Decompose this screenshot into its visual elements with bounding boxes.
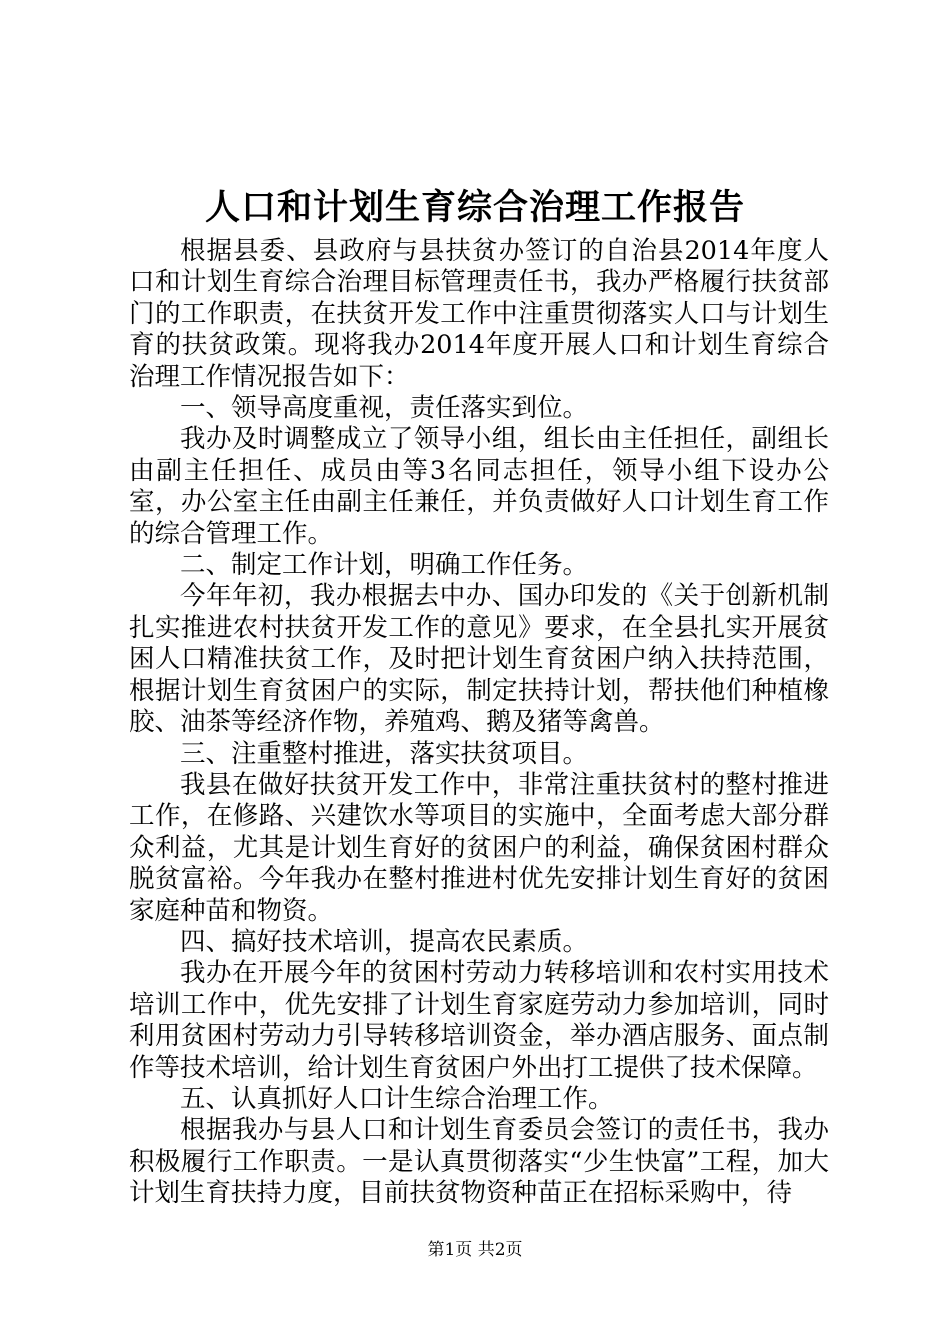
- section-heading-5: 五、认真抓好人口计生综合治理工作。: [180, 1083, 614, 1114]
- section-heading-3: 三、注重整村推进，落实扶贫项目。: [180, 738, 589, 769]
- section-paragraph-2: 今年年初，我办根据去中办、国办印发的《关于创新机制扎实推进农村扶贫开发工作的意见》要求，在全县扎实开展贫困人口精准扶贫工作，及时把计划生育贫困户纳入扶持范围，根据计划生育贫困户的实际，制定扶持计划，帮扶他们种植橡胶、油茶等经济作物，养殖鸡、鹅及猪等禽兽。: [129, 581, 829, 738]
- section-heading-2: 二、制定工作计划，明确工作任务。: [180, 550, 589, 581]
- section-heading-4: 四、搞好技术培训，提高农民素质。: [180, 926, 589, 957]
- section-paragraph-5: 根据我办与县人口和计划生育委员会签订的责任书，我办积极履行工作职责。一是认真贯彻落实“少生快富”工程，加大计划生育扶持力度，目前扶贫物资种苗正在招标采购中，待: [129, 1115, 829, 1209]
- page-number-footer: 第1页 共2页: [427, 1240, 523, 1260]
- section-paragraph-3: 我县在做好扶贫开发工作中，非常注重扶贫村的整村推进工作，在修路、兴建饮水等项目的实施中，全面考虑大部分群众利益，尤其是计划生育好的贫困户的利益，确保贫困村群众脱贫富裕。今年我办在整村推进村优先安排计划生育好的贫困家庭种苗和物资。: [129, 769, 829, 926]
- section-paragraph-1: 我办及时调整成立了领导小组，组长由主任担任，副组长由副主任担任、成员由等3名同志担任，领导小组下设办公室，办公室主任由副主任兼任，并负责做好人口计划生育工作的综合管理工作。: [129, 424, 829, 549]
- section-heading-1: 一、领导高度重视，责任落实到位。: [180, 393, 589, 424]
- section-paragraph-4: 我办在开展今年的贫困村劳动力转移培训和农村实用技术培训工作中，优先安排了计划生育家庭劳动力参加培训，同时利用贫困村劳动力引导转移培训资金，举办酒店服务、面点制作等技术培训，给计划生育贫困户外出打工提供了技术保障。: [129, 958, 829, 1083]
- document-title: 人口和计划生育综合治理工作报告: [204, 187, 745, 228]
- intro-paragraph: 根据县委、县政府与县扶贫办签订的自治县2014年度人口和计划生育综合治理目标管理责任书，我办严格履行扶贫部门的工作职责，在扶贫开发工作中注重贯彻落实人口与计划生育的扶贫政策。现将我办2014年度开展人口和计划生育综合治理工作情况报告如下：: [129, 236, 829, 392]
- document-body: [129, 236, 829, 1210]
